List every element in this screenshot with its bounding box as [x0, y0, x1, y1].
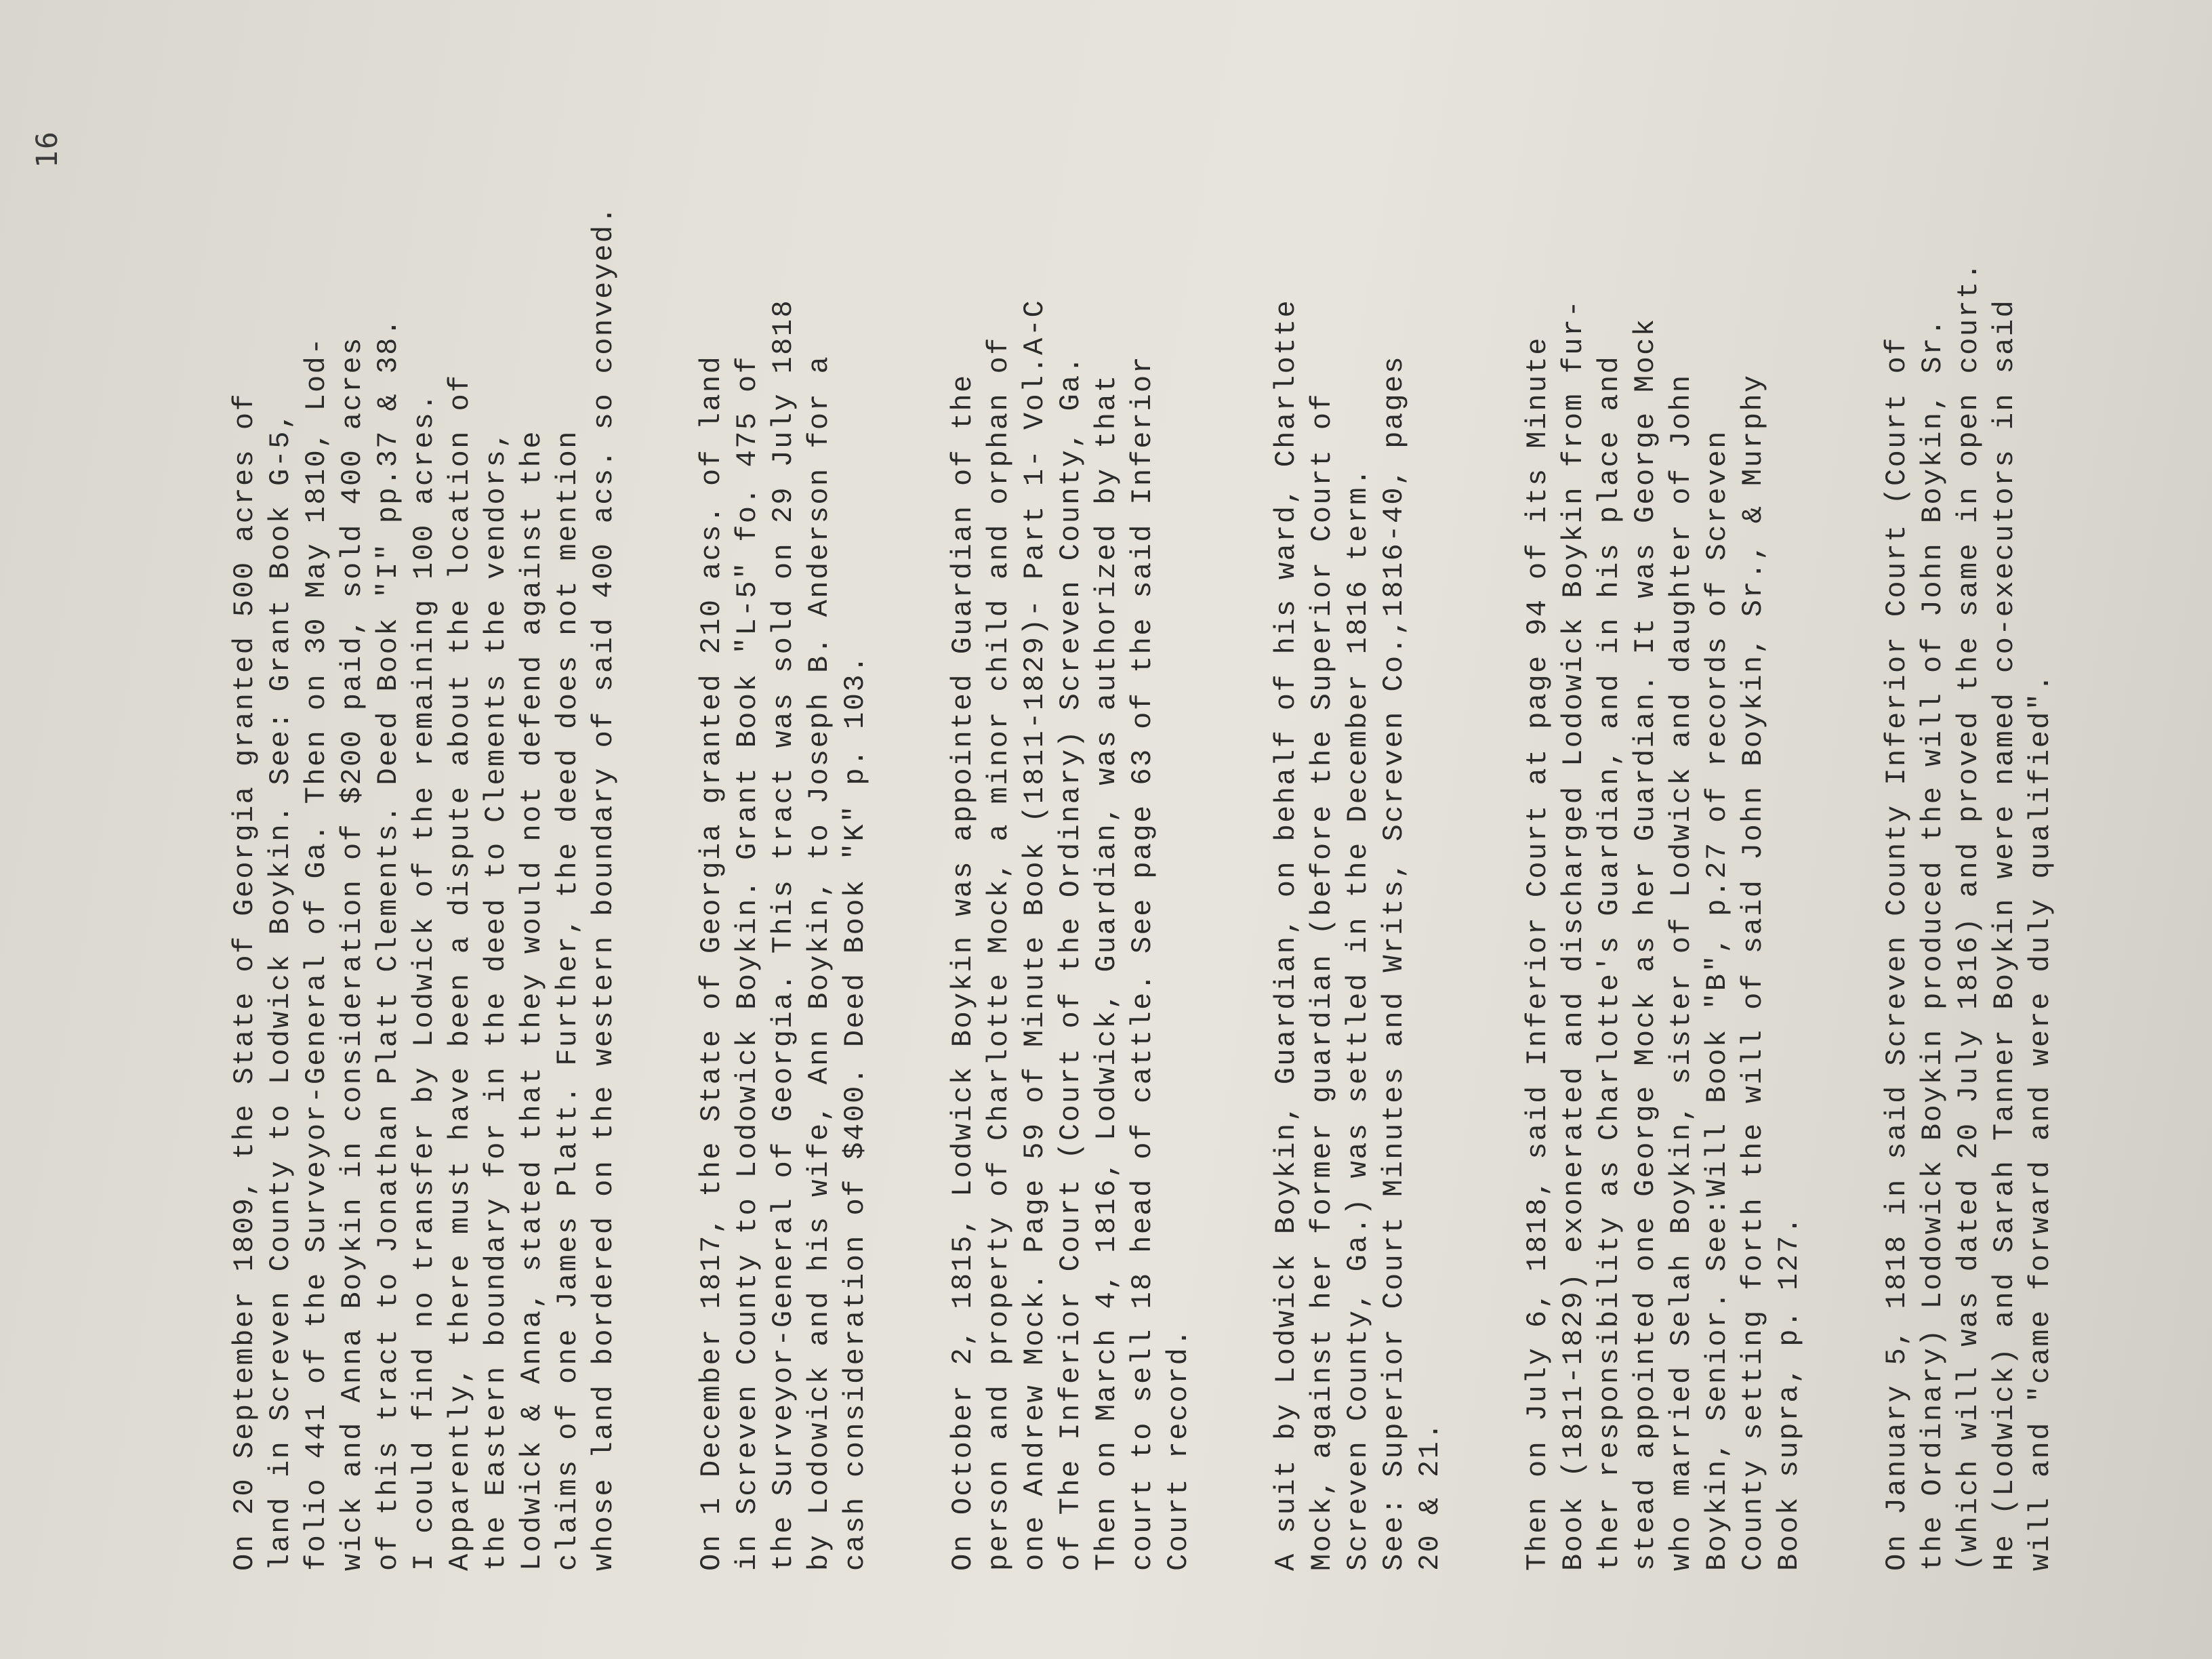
text-line: will and "came forward and were duly qualified". — [2024, 673, 2057, 1571]
text-line: in Screven County to Lodowick Boykin. Grant Book "L-5" fo. 475 of — [731, 354, 764, 1571]
text-line: See: Superior Court Minutes and Writs, Screven Co.,1816-40, pages — [1378, 354, 1410, 1571]
text-line: On January 5, 1818 in said Screven County Inferior Court (Court of — [1881, 336, 1913, 1571]
text-line: Screven County, Ga.) was settled in the December 1816 term. — [1342, 467, 1374, 1571]
text-line: Book (1811-1829) exonerated and discharged Lodowick Boykin from fur- — [1557, 298, 1590, 1571]
text-line: I could find no transfer by Lodwick of the remaining 100 acres. — [408, 392, 441, 1571]
text-line: He (Lodwick) and Sarah Tanner Boykin were named co-executors in said — [1988, 298, 2021, 1571]
text-line: the Ordinary) Lodowick Boykin produced the will of John Boykin, Sr. — [1917, 317, 1949, 1571]
paragraph — [1879, 26, 2059, 1571]
text-line: Lodwick & Anna, stated that they would not defend against the — [516, 430, 548, 1571]
text-line: folio 441 of the Surveyor-General of Ga. Then on 30 May 1810, Lod- — [300, 336, 333, 1571]
text-line: ther responsibility as Charlotte's Guardian, and in his place and — [1593, 354, 1626, 1571]
text-line: by Lodowick and his wife, Ann Boykin, to Joseph B. Anderson for a — [803, 354, 836, 1571]
text-line: the Eastern boundary for in the deed to Clements the vendors, — [480, 430, 512, 1571]
text-line: Apparently, there must have been a dispute about the location of — [444, 373, 476, 1571]
text-line: On 1 December 1817, the State of Georgia granted 210 acs. of land — [695, 354, 728, 1571]
text-line: stead appointed one George Mock as her Guardian. It was George Mock — [1629, 317, 1662, 1571]
text-line: claims of one James Platt. Further, the deed does not mention — [552, 430, 584, 1571]
text-line: of this tract to Jonathan Platt Clements. Deed Book "I" pp.37 & 38. — [372, 317, 405, 1571]
text-line: whose land bordered on the western boundary of said 400 acs. so conveyed. — [588, 205, 620, 1571]
paragraph — [1520, 26, 1807, 1571]
typed-body-text — [227, 26, 2131, 1571]
text-line: 20 & 21. — [1414, 1421, 1446, 1571]
text-line: Mock, against her former guardian (before the Superior Court of — [1306, 392, 1338, 1571]
text-line: On 20 September 1809, the State of Georgia granted 500 acres of — [228, 392, 261, 1571]
text-line: A suit by Lodwick Boykin, Guardian, on behalf of his ward, Charlotte — [1270, 298, 1303, 1571]
page-number: 16 — [30, 130, 64, 168]
text-line: who married Selah Boykin, sister of Lodwick and daughter of John — [1665, 373, 1698, 1571]
text-line: cash consideration of $400. Deed Book "K" p. 103. — [839, 654, 872, 1571]
text-line: court to sell 18 head of cattle. See page 63 of the said Inferior — [1126, 354, 1159, 1571]
text-line: wick and Anna Boykin in consideration of $200 paid, sold 400 acres — [336, 336, 369, 1571]
text-line: Boykin, Senior. See:Will Book "B", p.27 of records of Screven — [1701, 430, 1734, 1571]
paragraph — [227, 26, 622, 1571]
text-line: Then on July 6, 1818, said Inferior Court at page 94 of its Minute — [1521, 336, 1554, 1571]
text-line: one Andrew Mock. Page 59 of Minute Book (1811-1829)- Part 1- Vol.A-C — [1019, 298, 1051, 1571]
text-line: the Surveyor-General of Georgia. This tract was sold on 29 July 1818 — [767, 298, 800, 1571]
text-line: person and property of Charlotte Mock, a minor child and orphan of — [983, 336, 1015, 1571]
paragraph — [1269, 26, 1448, 1571]
text-line: Then on March 4, 1816, Lodwick, Guardian, was authorized by that — [1090, 373, 1123, 1571]
paragraph — [694, 26, 874, 1571]
text-line: land in Screven County to Lodwick Boykin. See: Grant Book G-5, — [264, 411, 297, 1571]
text-line: On October 2, 1815, Lodwick Boykin was appointed Guardian of the — [947, 373, 979, 1571]
text-line: Court record. — [1162, 1328, 1195, 1571]
text-line: County setting forth the will of said John Boykin, Sr., & Murphy — [1737, 373, 1769, 1571]
paragraph — [945, 26, 1197, 1571]
text-line: (which will was dated 20 July 1816) and proved the same in open court. — [1952, 261, 1985, 1571]
text-line: of The Inferior Court (Court of the Ordinary) Screven County, Ga. — [1054, 354, 1087, 1571]
text-line: Book supra, p. 127. — [1773, 1215, 1805, 1571]
